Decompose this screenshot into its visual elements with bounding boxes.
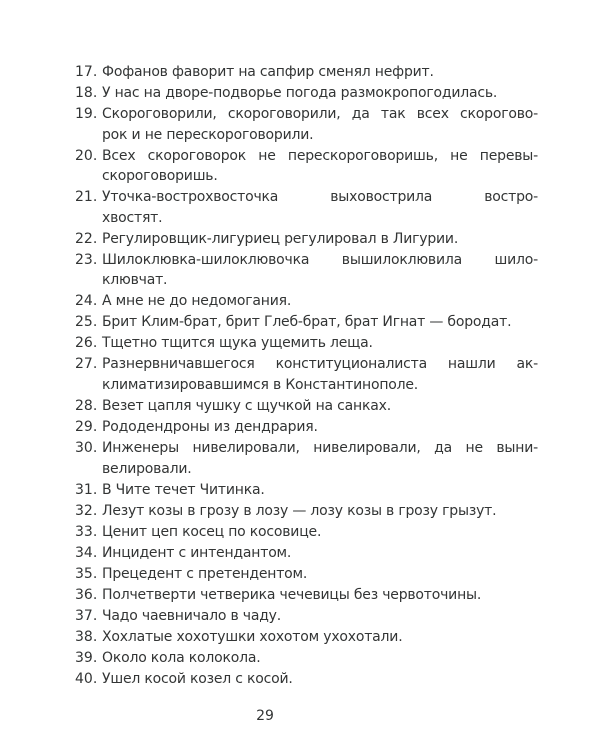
item-text-line: Всех скороговорок не перескороговоришь, не перевы- bbox=[102, 147, 538, 164]
item-number: 38. bbox=[75, 628, 98, 645]
item-text-line: Везет цапля чушку с щучкой на санках. bbox=[102, 398, 391, 414]
item-text-line: Хохлатые хохотушки хохотом ухохотали. bbox=[102, 628, 403, 645]
item-number: 22. bbox=[75, 230, 98, 247]
item-number: 34. bbox=[75, 544, 98, 561]
item-text-line: В Чите течет Читинка. bbox=[102, 481, 265, 498]
item-number: 27. bbox=[75, 356, 98, 373]
item-number: 17. bbox=[75, 64, 98, 80]
item-text-line: Тщетно тщится щука ущемить леща. bbox=[102, 335, 373, 352]
item-text-line: Ушел косой козел с косой. bbox=[102, 670, 293, 687]
item-number: 26. bbox=[75, 335, 98, 352]
item-number: 39. bbox=[75, 649, 98, 666]
item-text-line: велировали. bbox=[102, 460, 192, 477]
item-text-line: клювчат. bbox=[102, 272, 168, 289]
item-text-line: Полчетверти четверика чечевицы без червоточины. bbox=[102, 586, 482, 603]
item-number: 29. bbox=[75, 419, 98, 435]
item-number: 36. bbox=[75, 586, 98, 603]
item-text-line: Брит Клим-брат, брит Глеб-брат, брат Игнат — бородат. bbox=[102, 314, 512, 331]
item-text-line: Разнервничавшегося конституционалиста нашли ак- bbox=[102, 356, 538, 373]
item-text-line: Прецедент с претендентом. bbox=[102, 565, 308, 582]
page-number: 29 bbox=[256, 708, 274, 724]
item-text-line: Шилоклювка-шилоклювочка вышилоклювила шило- bbox=[102, 251, 538, 268]
item-text-line: Рододендроны из дендрария. bbox=[102, 419, 318, 435]
item-text-line: климатизировавшимся в Константинополе. bbox=[102, 376, 419, 393]
item-number: 35. bbox=[75, 565, 98, 582]
item-number: 37. bbox=[75, 607, 98, 624]
item-text-line: Регулировщик-лигуриец регулировал в Лигурии. bbox=[102, 230, 459, 247]
item-text-line: хвостят. bbox=[102, 209, 163, 226]
item-number: 20. bbox=[75, 147, 98, 164]
item-number: 30. bbox=[75, 440, 98, 456]
item-text-line: Около кола колокола. bbox=[102, 649, 261, 666]
item-number: 40. bbox=[75, 670, 98, 687]
item-text-line: скороговоришь. bbox=[102, 168, 218, 185]
item-number: 19. bbox=[75, 106, 98, 122]
item-text-line: Чадо чаевничало в чаду. bbox=[102, 607, 282, 624]
item-number: 31. bbox=[75, 481, 98, 498]
item-number: 28. bbox=[75, 398, 98, 414]
item-text-line: Ценит цеп косец по косовице. bbox=[102, 523, 322, 540]
item-text-line: Инженеры нивелировали, нивелировали, да не выни- bbox=[102, 440, 538, 456]
item-number: 33. bbox=[75, 523, 98, 540]
item-text-line: Скороговорили, скороговорили, да так всех скорогово- bbox=[102, 106, 538, 122]
item-number: 24. bbox=[75, 293, 98, 310]
item-text-line: Лезут козы в грозу в лозу — лозу козы в грозу грызут. bbox=[102, 502, 497, 519]
item-text-line: рок и не перескороговорили. bbox=[102, 126, 314, 143]
item-text-line: Уточка-вострохвосточка выховострила востро- bbox=[102, 189, 538, 206]
item-text-line: А мне не до недомогания. bbox=[102, 293, 292, 310]
item-text-line: Инцидент с интендантом. bbox=[102, 544, 292, 561]
item-number: 18. bbox=[75, 85, 98, 101]
item-number: 32. bbox=[75, 502, 98, 519]
item-number: 25. bbox=[75, 314, 98, 331]
item-number: 21. bbox=[75, 189, 98, 206]
item-text-line: У нас на дворе-подворье погода размокропогодилась. bbox=[102, 85, 498, 101]
item-text-line: Фофанов фаворит на сапфир сменял нефрит. bbox=[102, 64, 434, 80]
item-number: 23. bbox=[75, 251, 98, 268]
